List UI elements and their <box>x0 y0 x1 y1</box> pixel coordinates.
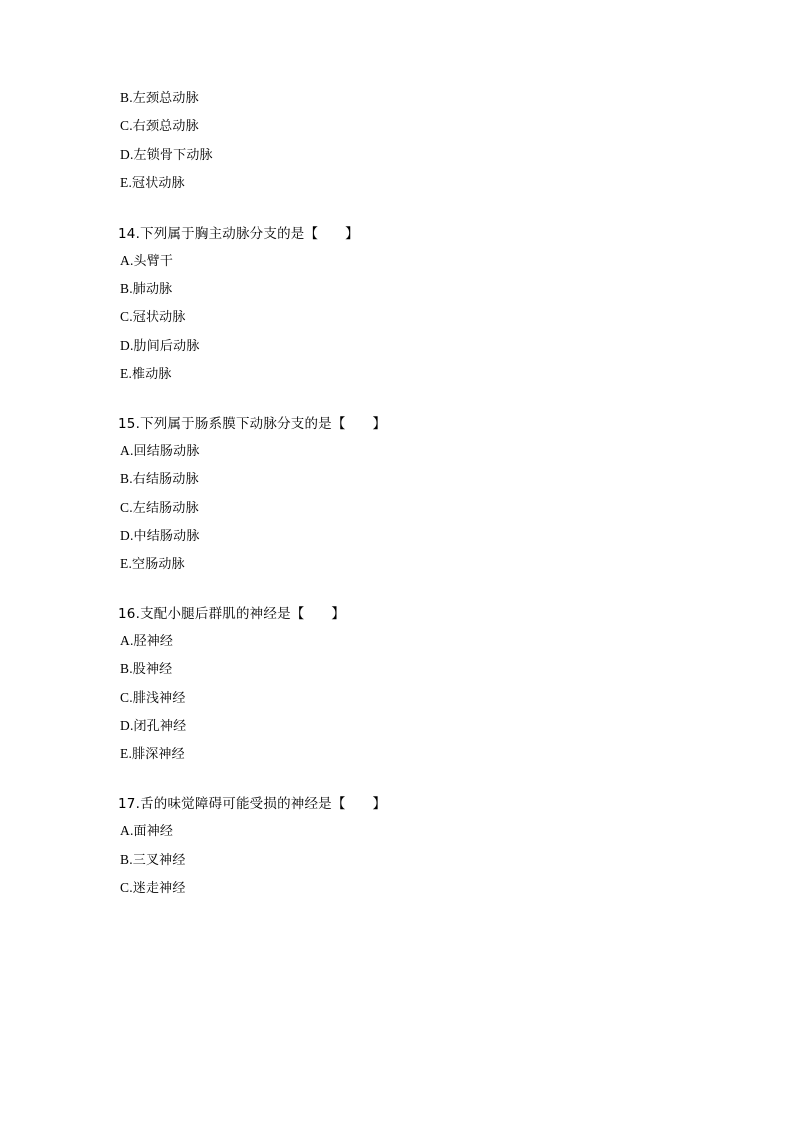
continued-options-list <box>118 90 676 192</box>
option-text: 冠状动脉 <box>132 310 186 326</box>
list-item <box>120 852 676 869</box>
option-letter: C. <box>120 689 133 705</box>
option-text: 面神经 <box>133 824 174 840</box>
list-item <box>120 90 676 107</box>
option-text: 右颈总动脉 <box>132 119 199 135</box>
question-stem: 16.支配小腿后群肌的神经是【 】 <box>118 606 346 623</box>
list-item <box>120 366 676 383</box>
list-item <box>120 281 676 298</box>
option-letter: B. <box>120 90 133 105</box>
list-item <box>120 443 676 460</box>
question-stem: 14.下列属于胸主动脉分支的是【 】 <box>118 226 359 242</box>
option-letter: A. <box>120 252 134 268</box>
option-text: 左锁骨下动脉 <box>133 147 213 163</box>
list-item <box>120 528 676 545</box>
question-16 <box>118 606 676 763</box>
option-text: 左结肠动脉 <box>132 500 199 516</box>
option-letter: E. <box>120 746 133 762</box>
option-letter: B. <box>120 281 133 297</box>
option-letter: A. <box>120 823 134 839</box>
question-15 <box>118 416 676 573</box>
option-letter: A. <box>120 443 134 458</box>
option-text: 冠状动脉 <box>132 175 185 191</box>
question-stem: 17.舌的味觉障碍可能受损的神经是【 】 <box>118 796 387 813</box>
list-item <box>120 746 676 763</box>
question-stem: 15.下列属于肠系膜下动脉分支的是【 】 <box>118 416 387 433</box>
list-item <box>120 471 676 488</box>
option-letter: C. <box>120 309 133 325</box>
option-letter: E. <box>120 365 133 381</box>
option-letter: D. <box>120 146 134 162</box>
list-item <box>120 118 676 135</box>
option-letter: C. <box>120 879 133 895</box>
option-text: 三叉神经 <box>132 852 186 868</box>
list-item <box>120 690 676 707</box>
option-letter: B. <box>120 851 133 867</box>
option-text: 空肠动脉 <box>132 557 185 572</box>
option-text: 腓深神经 <box>132 747 185 763</box>
list-item <box>120 309 676 326</box>
option-letter: A. <box>120 633 134 649</box>
list-item <box>120 175 676 192</box>
list-item <box>120 633 676 650</box>
list-item <box>120 253 676 270</box>
list-item <box>120 556 676 573</box>
option-text: 右结肠动脉 <box>132 472 199 488</box>
option-text: 左颈总动脉 <box>132 91 199 106</box>
list-item <box>120 661 676 678</box>
list-item <box>120 880 676 897</box>
option-text: 腓浅神经 <box>132 690 186 706</box>
option-letter: B. <box>120 661 133 677</box>
list-item <box>120 500 676 517</box>
option-letter: C. <box>120 499 133 515</box>
option-letter: D. <box>120 337 134 353</box>
option-letter: E. <box>120 174 133 190</box>
list-item <box>120 338 676 355</box>
list-item <box>120 718 676 735</box>
option-text: 闭孔神经 <box>133 718 187 734</box>
option-text: 头臂干 <box>133 253 174 269</box>
option-text: 肋间后动脉 <box>133 338 200 354</box>
option-letter: D. <box>120 717 134 733</box>
option-letter: C. <box>120 118 133 134</box>
option-text: 迷走神经 <box>132 880 186 896</box>
option-letter: B. <box>120 471 133 487</box>
question-14 <box>118 226 676 383</box>
option-text: 回结肠动脉 <box>133 444 200 459</box>
option-letter: D. <box>120 527 134 543</box>
option-letter: E. <box>120 556 133 571</box>
option-text: 肺动脉 <box>132 282 173 298</box>
option-text: 胫神经 <box>133 634 174 650</box>
option-text: 股神经 <box>132 662 173 678</box>
list-item <box>120 147 676 164</box>
option-text: 椎动脉 <box>132 366 172 382</box>
question-17 <box>118 796 676 897</box>
list-item <box>120 823 676 840</box>
option-text: 中结肠动脉 <box>133 528 200 544</box>
